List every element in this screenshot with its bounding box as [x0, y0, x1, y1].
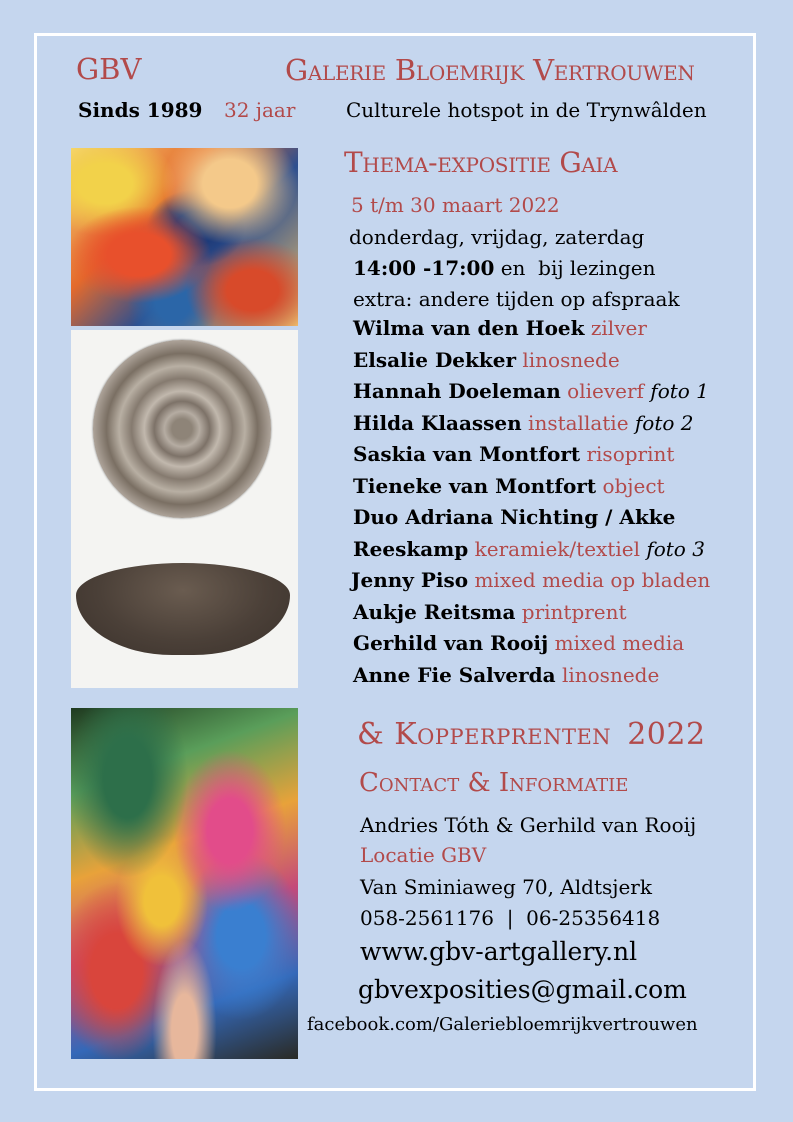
artist-row [353, 379, 709, 403]
artist-name: Hannah Doeleman [353, 379, 561, 403]
exhibition-title: Thema-expositie Gaia [344, 146, 618, 179]
kopperprenten-heading [357, 717, 706, 752]
artist-row [353, 411, 694, 435]
artist-name: Hilda Klaassen [353, 410, 522, 435]
artist-name: Aukje Reitsma [353, 599, 516, 624]
hours-note: en bij lezingen [494, 256, 656, 280]
artist-medium: keramiek/textiel [474, 536, 640, 561]
artist-name: Saskia van Montfort [353, 442, 581, 466]
email-link[interactable]: gbvexposities@gmail.com [358, 975, 687, 1004]
artist-row [353, 316, 647, 340]
artist-medium: mixed media op bladen [474, 568, 711, 592]
artist-medium: risoprint [586, 442, 675, 466]
contact-heading [359, 768, 628, 798]
artist-name: Reeskamp [353, 536, 469, 561]
artist-medium: zilver [590, 316, 647, 340]
artist-row [353, 442, 674, 466]
artist-name: Wilma van den Hoek [353, 316, 585, 340]
kopperprenten-year: 2022 [627, 717, 706, 752]
artist-medium: linosnede [561, 662, 660, 687]
artist-name: Elsalie Dekker [353, 347, 516, 372]
exhibition-extra: extra: andere tijden op afspraak [353, 287, 680, 311]
phone-numbers: 058-2561176 | 06-25356418 [360, 906, 661, 930]
artist-name: Tieneke van Montfort [353, 473, 597, 498]
ceramic-bowl-image [76, 563, 290, 655]
gbv-abbreviation: GBV [76, 52, 142, 86]
contact-names: Andries Tóth & Gerhild van Rooij [360, 813, 697, 837]
artist-medium: mixed media [554, 631, 685, 655]
contact-title-1: Contact [359, 768, 460, 798]
artist-row [353, 348, 620, 372]
exhibition-days: donderdag, vrijdag, zaterdag [349, 225, 645, 249]
painting-photo [71, 148, 298, 326]
location-label: Locatie GBV [360, 843, 487, 867]
years-label: 32 jaar [224, 98, 296, 122]
website-link[interactable]: www.gbv-artgallery.nl [360, 937, 638, 966]
artist-row [353, 505, 675, 529]
artist-name: Jenny Piso [351, 568, 469, 592]
facebook-link[interactable]: facebook.com/Galeriebloemrijkvertrouwen [307, 1014, 698, 1035]
tagline: Culturele hotspot in de Trynwâlden [346, 98, 707, 122]
artist-medium: printprent [521, 599, 627, 624]
since-label: Sinds 1989 [78, 98, 203, 122]
artist-medium: olieverf [567, 379, 644, 403]
artist-name: Anne Fie Salverda [353, 662, 556, 687]
kopperprenten-amp: & [357, 717, 385, 752]
exhibition-dates: 5 t/m 30 maart 2022 [351, 193, 560, 217]
hours-time: 14:00 -17:00 [353, 256, 495, 280]
address: Van Sminiaweg 70, Aldtsjerk [360, 875, 652, 899]
artist-row [351, 568, 710, 592]
artist-photo-ref: foto 3 [646, 536, 705, 561]
artist-medium: linosnede [522, 347, 620, 372]
contact-title-2: Informatie [498, 768, 629, 798]
textile-installation-photo [71, 708, 298, 1059]
artist-row [353, 663, 659, 687]
ceramics-photo [71, 330, 298, 688]
gallery-name: Galerie Bloemrijk Vertrouwen [285, 53, 695, 87]
artist-medium: installatie [528, 410, 629, 435]
artist-row [353, 474, 665, 498]
exhibition-hours [353, 256, 655, 280]
kopperprenten-word: Kopperprenten [394, 717, 612, 752]
artist-photo-ref: foto 1 [650, 379, 709, 403]
artist-row [353, 631, 684, 655]
artist-name: Duo Adriana Nichting / Akke [353, 505, 676, 529]
artist-photo-ref: foto 2 [634, 410, 694, 435]
ceramic-plate-image [93, 340, 271, 518]
contact-title-amp: & [467, 768, 491, 798]
artist-medium: object [602, 473, 665, 498]
artist-row [353, 600, 627, 624]
artist-name: Gerhild van Rooij [353, 631, 549, 655]
artist-row [353, 537, 705, 561]
